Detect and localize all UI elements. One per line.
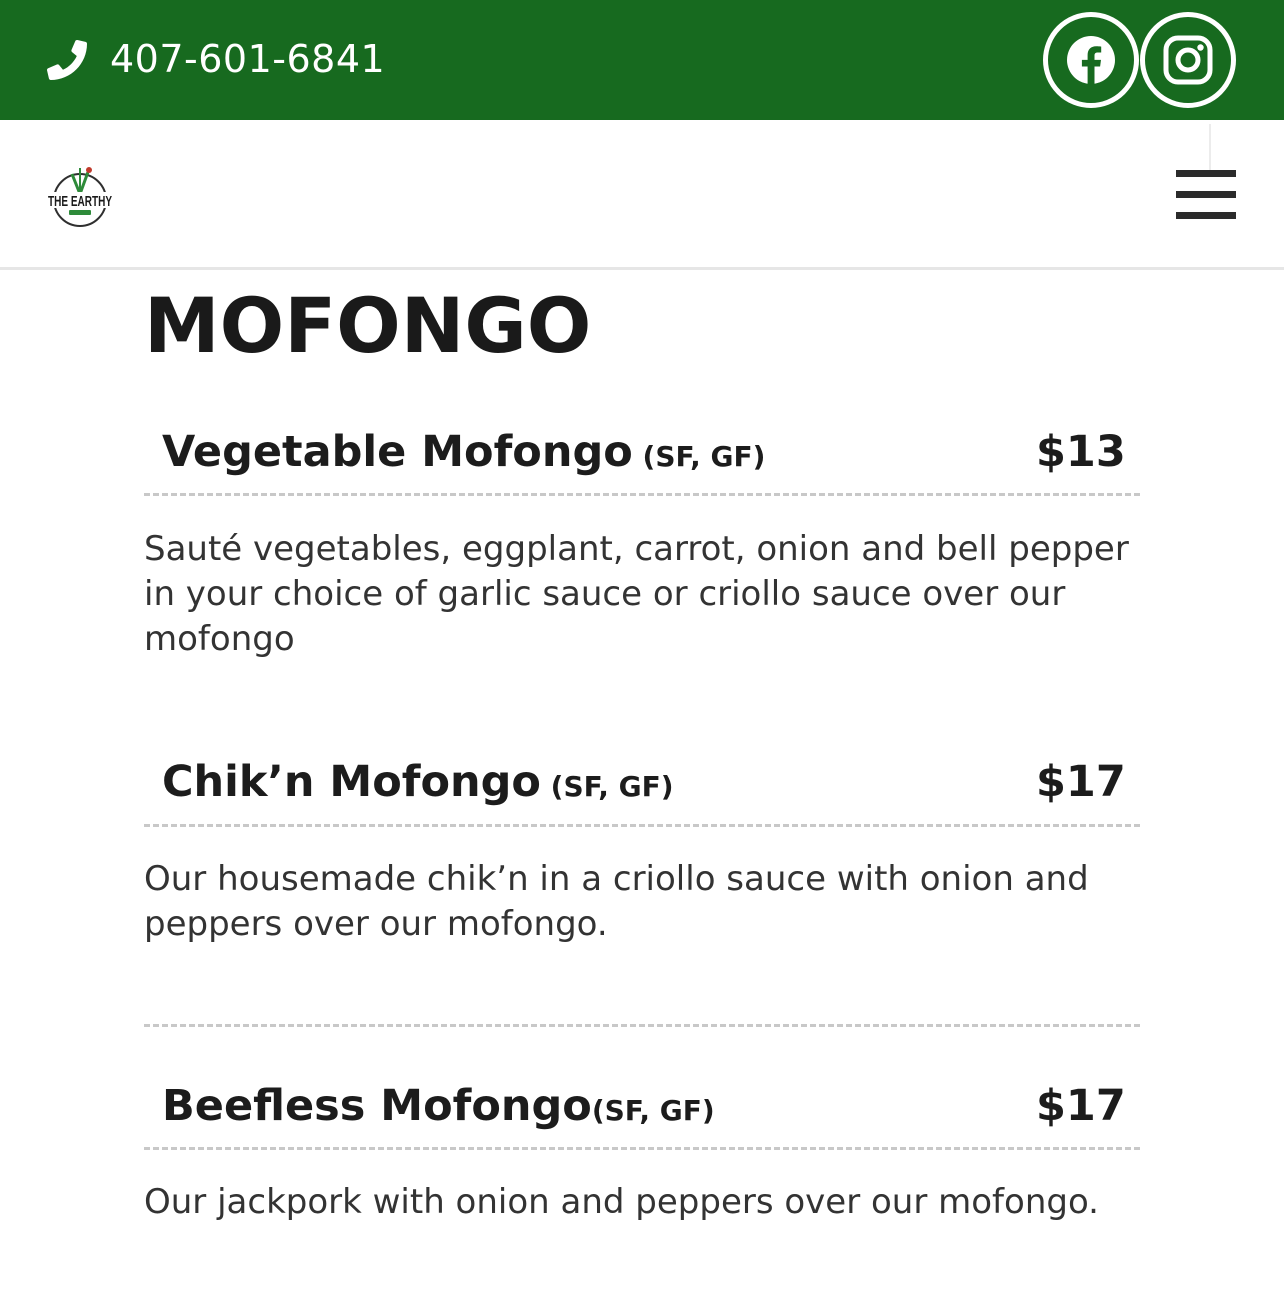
menu-item-name bbox=[162, 424, 765, 485]
instagram-icon bbox=[1163, 35, 1213, 85]
section-title: MOFONGO bbox=[144, 281, 592, 370]
section-divider bbox=[144, 1024, 1140, 1027]
facebook-button[interactable] bbox=[1043, 12, 1139, 108]
item-divider bbox=[144, 824, 1140, 827]
item-dietary-tag: (SF, GF) bbox=[540, 770, 674, 803]
top-bar bbox=[0, 0, 1284, 120]
item-divider bbox=[144, 1147, 1140, 1150]
instagram-button[interactable] bbox=[1140, 12, 1236, 108]
menu-item-name bbox=[162, 754, 674, 815]
menu-item-price: $17 bbox=[1036, 757, 1126, 807]
facebook-icon bbox=[1066, 35, 1116, 85]
phone-icon[interactable] bbox=[46, 40, 88, 80]
menu-item-name bbox=[162, 1078, 715, 1139]
item-title: Chik’n Mofongo bbox=[162, 757, 541, 807]
item-divider bbox=[144, 493, 1140, 496]
menu-item-description: Our jackpork with onion and peppers over our mofongo. bbox=[144, 1182, 1099, 1222]
item-dietary-tag: (SF, GF) bbox=[591, 1094, 715, 1127]
item-dietary-tag: (SF, GF) bbox=[632, 440, 766, 473]
site-header bbox=[0, 120, 1284, 270]
logo-wordmark: THE EARTHY bbox=[48, 193, 112, 210]
menu-item-price: $13 bbox=[1036, 427, 1126, 477]
header-divider bbox=[1209, 124, 1211, 170]
site-logo[interactable] bbox=[45, 160, 115, 228]
phone-number-link[interactable]: 407-601-6841 bbox=[110, 37, 386, 81]
menu-item-price: $17 bbox=[1036, 1081, 1126, 1131]
menu-item-description: Sauté vegetables, eggplant, carrot, onion and bell pepper in your choice of garlic sauce or criollo sauce over our mofongo bbox=[144, 529, 1129, 659]
item-title: Vegetable Mofongo bbox=[162, 427, 633, 477]
hamburger-menu-icon[interactable] bbox=[1174, 168, 1238, 222]
item-title: Beefless Mofongo bbox=[162, 1081, 592, 1131]
menu-item-description: Our housemade chik’n in a criollo sauce with onion and peppers over our mofongo. bbox=[144, 859, 1089, 944]
